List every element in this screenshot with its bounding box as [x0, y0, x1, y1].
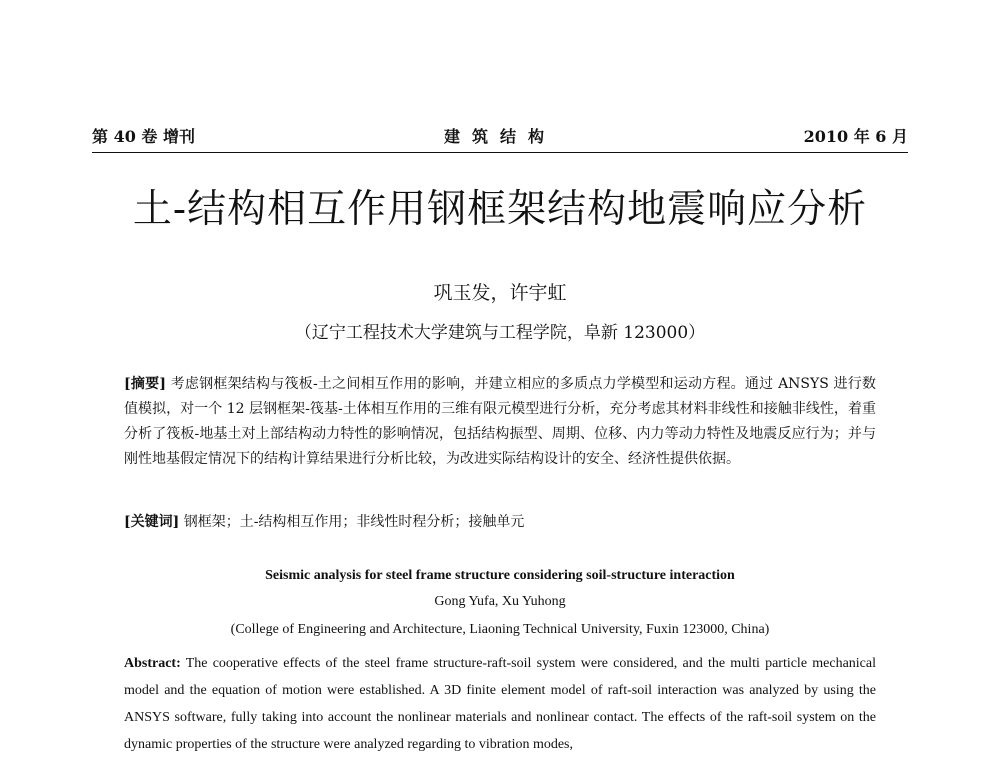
- publication-date: 2010 年 6 月: [803, 127, 908, 146]
- author-list: 巩玉发，许宇虹: [433, 282, 567, 304]
- chinese-abstract-label: [摘要]: [124, 376, 166, 392]
- author-affiliation: （辽宁工程技术大学建筑与工程学院，阜新 123000）: [294, 323, 706, 343]
- english-affiliation: (College of Engineering and Architecture, Liaoning Technical University, Fuxin 123000, China): [230, 622, 770, 637]
- english-abstract: [124, 650, 876, 758]
- chinese-keywords-text: 钢框架；土-结构相互作用；非线性时程分析；接触单元: [183, 514, 525, 530]
- chinese-keywords-label: [关键词]: [124, 514, 180, 530]
- header-rule: [92, 152, 908, 153]
- chinese-abstract: [124, 372, 876, 472]
- english-abstract-text: The cooperative effects of the steel frame structure-raft-soil system were considered, and the multi particle mechanical model and the equation of motion were established. A 3D finite element model of raft-soil interaction was analyzed by using the ANSYS software, fully taking into account the nonlinear materials and nonlinear contact. The effects of the raft-soil system on the dynamic properties of the structure were analyzed regarding to vibration modes,: [124, 656, 876, 752]
- english-authors: Gong Yufa, Xu Yuhong: [434, 594, 566, 609]
- journal-name: 建筑结构: [443, 127, 556, 146]
- english-title: Seismic analysis for steel frame structure considering soil-structure interaction: [265, 568, 735, 583]
- english-abstract-label: Abstract:: [124, 656, 181, 671]
- chinese-keywords: [124, 510, 876, 535]
- paper-title: 土-结构相互作用钢框架结构地震响应分析: [132, 187, 868, 232]
- running-header: [92, 124, 908, 150]
- volume-issue: 第 40 卷 增刊: [92, 127, 195, 146]
- chinese-abstract-text: 考虑钢框架结构与筏板-土之间相互作用的影响，并建立相应的多质点力学模型和运动方程。通过 ANSYS 进行数值模拟，对一个 12 层钢框架-筏基-土体相互作用的三维有限元模型进行分析，充分考虑其材料非线性和接触非线性，着重分析了筏板-地基土对上部结构动力特性的影响情况，包括结构振型、周期、位移、内力等动力特性及地震反应行为；并与刚性地基假定情况下的结构计算结果进行分析比较，为改进实际结构设计的安全、经济性提供依据。: [124, 376, 876, 467]
